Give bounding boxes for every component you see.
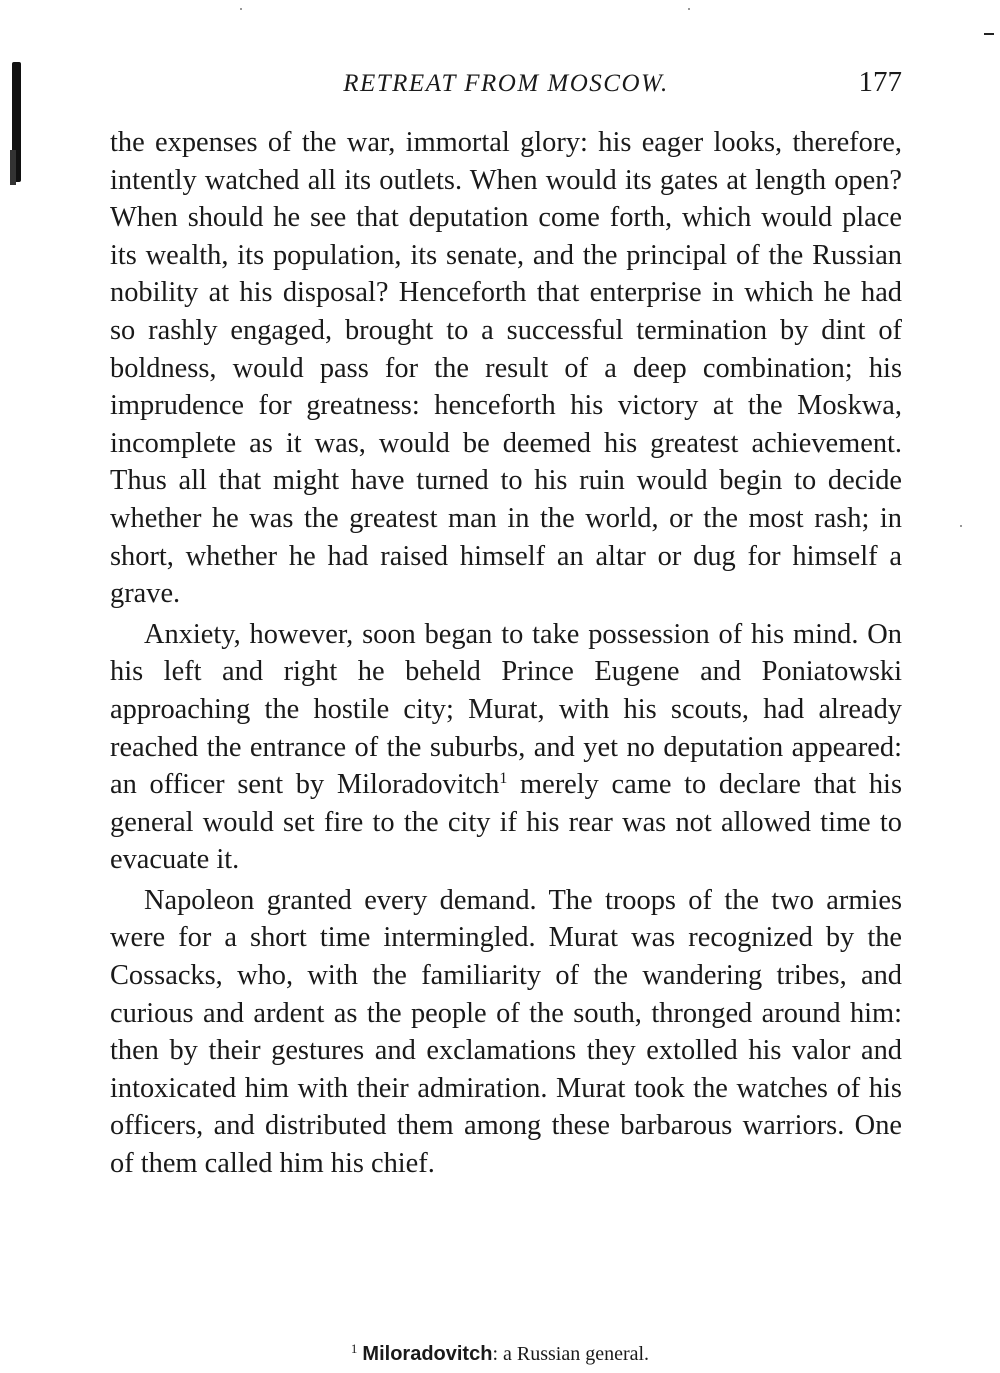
scan-speck: [240, 8, 242, 10]
page-number: 177: [858, 66, 902, 98]
scan-mark: [984, 33, 994, 35]
running-head: RETREAT FROM MOSCOW.: [343, 70, 669, 97]
paragraph: Napoleon granted every demand. The troops of the two armies were for a short time intermingled. Murat was recognized by the Cossacks, who, with the familiarity of the wandering tribes, and curious and ardent as the people of the south, thronged around him: then by their gestures and exclamations they extolled his valor and intoxicated him with their admiration. Murat took the watches of his officers, and distributed them among these barbarous warriors. One of them called him his chief.: [110, 884, 902, 1180]
footnote-definition: : a Russian general.: [492, 1343, 650, 1365]
footnote-reference: 1: [499, 770, 508, 788]
paragraph: the expenses of the war, immortal glory: his eager looks, therefore, intently watched all its outlets. When would its gates at length open? When should he see that deputation come forth, which would place its wealth, its population, its senate, and the principal of the Russian nobility at his disposal? Henceforth that enterprise in which he had so rashly engaged, brought to a successful termination by dint of boldness, would pass for the result of a deep combination; his imprudence for greatness: henceforth his victory at the Moskwa, incomplete as it was, would be deemed his greatest achievement. Thus all that might have turned to his ruin would begin to decide whether he was the greatest man in the world, or the most rash; in short, whether he had raised himself an altar or dug for himself a grave.: [110, 127, 902, 610]
footnote-term: Miloradovitch: [362, 1343, 493, 1365]
footnote-marker: 1: [350, 1341, 358, 1356]
paragraph-text: merely came to declare that his general would set fire to the city if his rear was not allowed time to evacuate it.: [110, 769, 902, 876]
scan-speck: [688, 8, 690, 10]
footnote: [0, 1343, 1000, 1366]
paragraph-text: Anxiety, however, soon began to take possession of his mind. On his left and right he beheld Prince Eugene and Poniatowski approaching the hostile city; Murat, with his scouts, had already reached the entrance of the suburbs, and yet no deputation appeared: an officer sent by Miloradovitch: [110, 618, 902, 801]
binding-shadow-lower: [10, 150, 16, 185]
body-text: [110, 124, 902, 1183]
page-header: [110, 66, 902, 106]
paragraph: [110, 616, 902, 879]
scan-speck: [960, 525, 962, 527]
